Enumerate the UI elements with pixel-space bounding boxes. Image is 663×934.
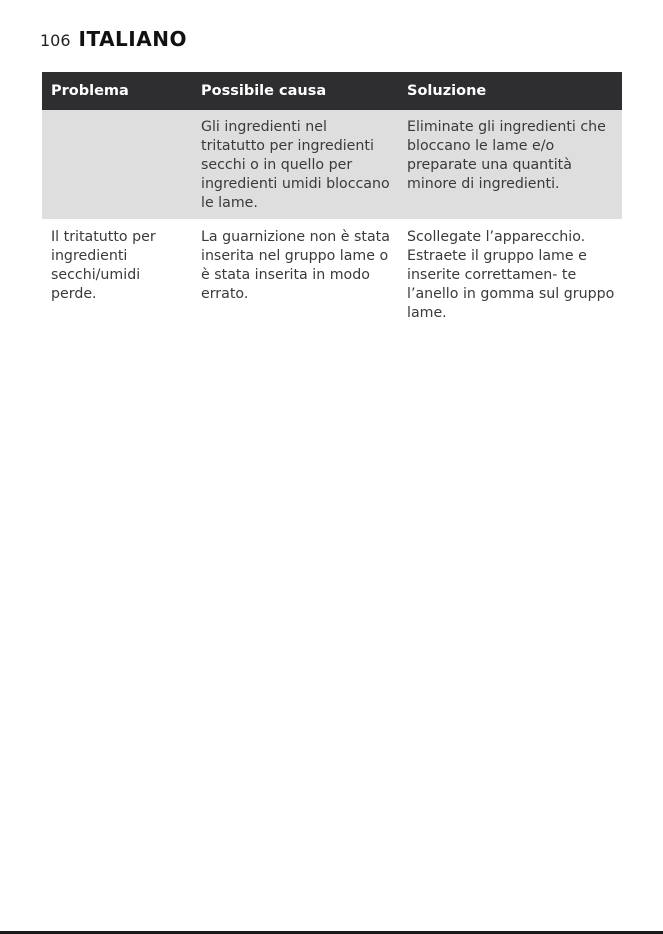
table-row	[42, 110, 622, 219]
section-title: ITALIANO	[78, 27, 187, 51]
column-header-solution: Soluzione	[407, 83, 487, 99]
column-header-cause: Possibile causa	[201, 83, 327, 99]
cell-cause: Gli ingredienti nel tritatutto per ingredienti secchi o in quello per ingredienti umidi bloccano le lame.	[192, 110, 398, 219]
table-row	[42, 219, 622, 333]
column-header-problem: Problema	[51, 83, 129, 99]
page-header	[40, 27, 187, 51]
cell-cause: La guarnizione non è stata inserita nel gruppo lame o è stata inserita in modo errato.	[192, 219, 398, 333]
cell-solution: Scollegate l’apparecchio. Estraete il gruppo lame e inserite correttamen- te l’anello in gomma sul gruppo lame.	[398, 219, 622, 333]
page-number: 106	[40, 31, 71, 50]
cell-problem: Il tritatutto per ingredienti secchi/umidi perde.	[42, 219, 192, 333]
table-header-row	[42, 72, 622, 110]
cell-solution: Eliminate gli ingredienti che bloccano le lame e/o preparate una quantità minore di ingredienti.	[398, 110, 622, 219]
cell-problem	[42, 110, 192, 219]
troubleshooting-table	[42, 72, 622, 333]
